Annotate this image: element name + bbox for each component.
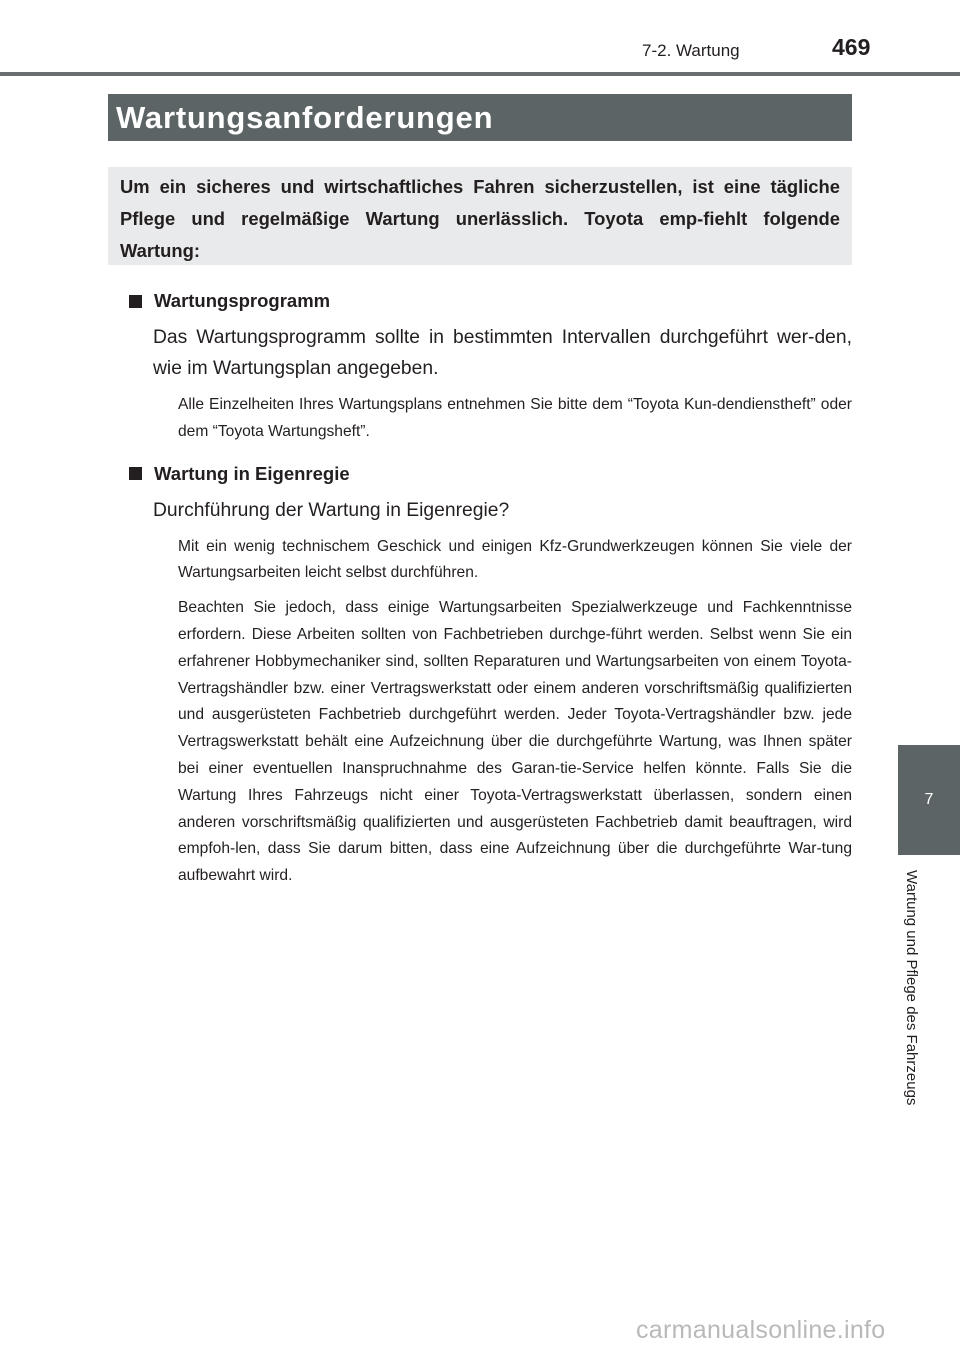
section-maintenance-program: [129, 286, 852, 446]
header-section-title: 7-2. Wartung: [642, 41, 740, 60]
page-number: 469: [832, 34, 871, 60]
chapter-tab: [898, 745, 960, 855]
subsection-heading: [129, 459, 852, 489]
intro-box: [108, 167, 852, 265]
page-title: Wartungsanforderungen: [108, 94, 852, 141]
square-bullet-icon: [129, 467, 142, 480]
note-paragraph: Beachten Sie jedoch, dass einige Wartungsarbeiten Spezialwerkzeuge und Fachkenntnisse erfordern. Diese Arbeiten sollten von Fachbetrieben durchge-führt werden. Selbst wenn Sie ein erfahrener Hobbymechaniker sind, sollten Reparaturen und Wartungsarbeiten von einem Toyota-Vertragshändler bzw. einer Vertragswerkstatt oder einem anderen vorschriftsmäßig qualifizierten und ausgerüsteten Fachbetrieb durchgeführt werden. Jeder Toyota-Vertragshändler bzw. jede Vertragswerkstatt behält eine Aufzeichnung über die durchgeführte Wartung, was Ihnen später bei einer eventuellen Inanspruchnahme des Garan-tie-Service helfen könnte. Falls Sie die Wartung Ihres Fahrzeugs nicht einer Toyota-Vertragswerkstatt überlassen, sondern einen anderen vorschriftsmäßig qualifizierten und ausgerüsteten Fachbetrieb damit beauftragen, wird empfoh-len, dass Sie darum bitten, dass eine Aufzeichnung über die durchgeführte War-tung aufbewahrt wird.: [178, 599, 852, 885]
note-paragraph: Alle Einzelheiten Ihres Wartungsplans entnehmen Sie bitte dem “Toyota Kun-dendienstheft” oder dem “Toyota Wartungsheft”.: [178, 396, 852, 440]
section-self-maintenance: [129, 459, 852, 890]
lead-paragraph: Durchführung der Wartung in Eigenregie?: [153, 499, 510, 521]
intro-text: Um ein sicheres und wirtschaftliches Fahren sicherzustellen, ist eine tägliche Pflege und regelmäßige Wartung unerlässlich. Toyota emp-fiehlt folgende Wartung:: [120, 176, 840, 261]
main-content: [129, 286, 852, 890]
header-divider: [0, 72, 960, 76]
subsection-heading-text: Wartungsprogramm: [154, 290, 331, 311]
subsection-heading-text: Wartung in Eigenregie: [154, 462, 350, 484]
lead-paragraph: Das Wartungsprogramm sollte in bestimmten Intervallen durchgeführt wer-den, wie im Wartungsplan angegeben.: [153, 327, 852, 379]
chapter-number: 7: [924, 791, 934, 808]
chapter-label: Wartung und Pflege des Fahrzeugs: [903, 870, 920, 1106]
watermark: carmanualsonline.info: [636, 1316, 886, 1344]
square-bullet-icon: [129, 295, 142, 308]
subsection-heading: [129, 286, 852, 316]
note-paragraph: Mit ein wenig technischem Geschick und einigen Kfz-Grundwerkzeugen können Sie viele der Wartungsarbeiten leicht selbst durchführen.: [178, 537, 852, 582]
